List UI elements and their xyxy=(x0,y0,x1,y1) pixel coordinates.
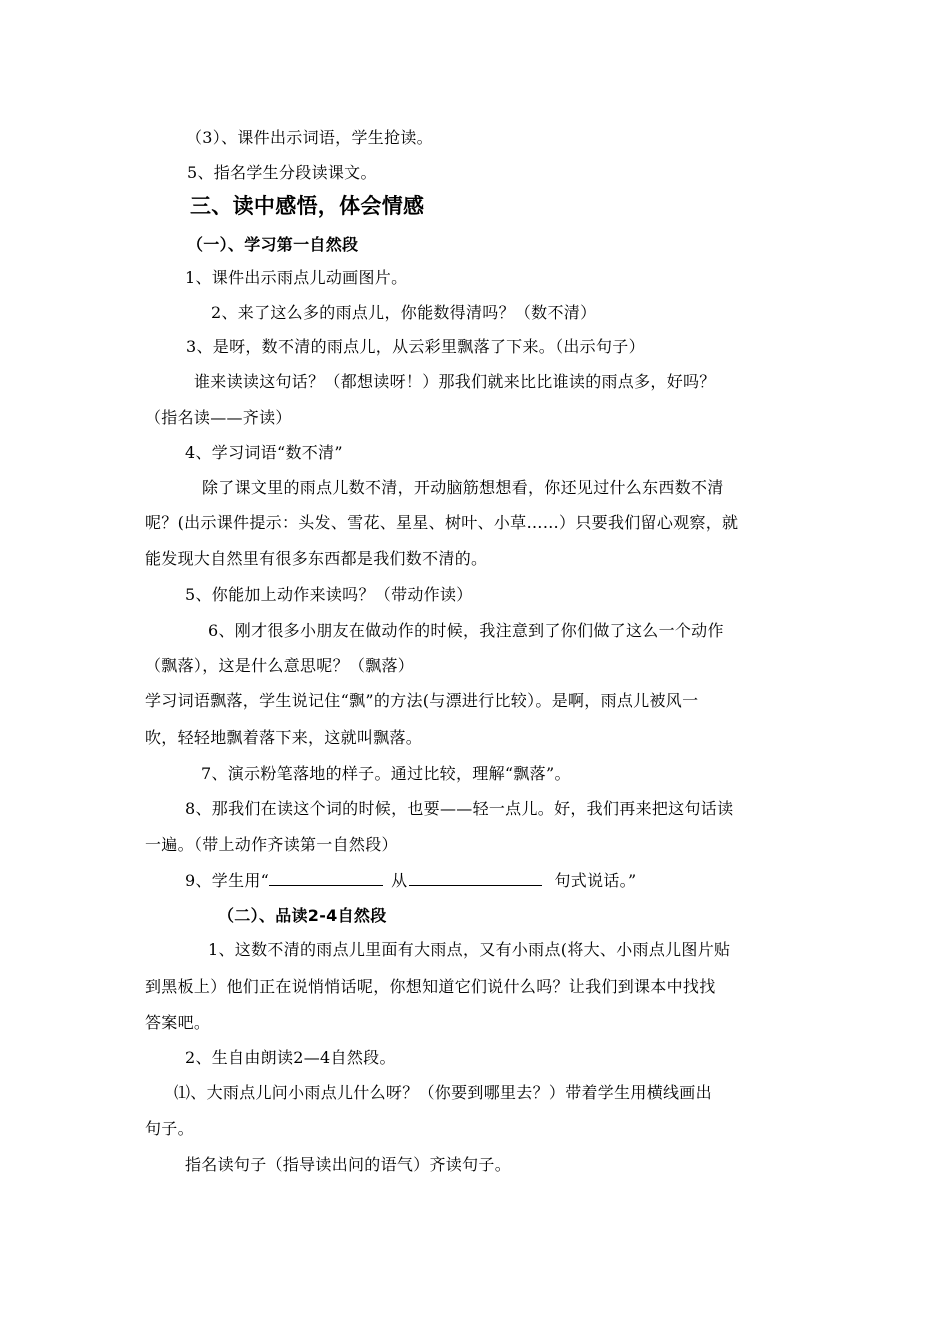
section-heading: 三、读中感悟，体会情感 xyxy=(190,194,425,218)
fill-in-prefix: 9、学生用“ xyxy=(185,871,270,890)
text-line: （指名读——齐读） xyxy=(145,408,292,427)
text-line: 指名读句子（指导读出问的语气）齐读句子。 xyxy=(185,1155,512,1174)
text-line: 吹，轻轻地飘着落下来，这就叫飘落。 xyxy=(145,728,423,747)
text-line: 2、来了这么多的雨点儿，你能数得清吗？（数不清） xyxy=(211,303,597,322)
subsection-heading: （二）、品读2-4自然段 xyxy=(218,906,387,925)
text-line: 3、是呀，数不清的雨点儿，从云彩里飘落了下来。（出示句子） xyxy=(186,337,645,356)
text-line: 除了课文里的雨点儿数不清，开动脑筋想想看，你还见过什么东西数不清 xyxy=(202,478,724,497)
text-line: 6、刚才很多小朋友在做动作的时候，我注意到了你们做了这么一个动作 xyxy=(208,621,724,640)
text-line: （飘落），这是什么意思呢？（飘落） xyxy=(145,656,415,675)
text-line: 句子。 xyxy=(145,1119,194,1138)
text-line: 一遍。（带上动作齐读第一自然段） xyxy=(145,835,398,854)
text-line: 5、指名学生分段读课文。 xyxy=(187,163,377,182)
text-line: 谁来读读这句话？（都想读呀！）那我们就来比比谁读的雨点多，好吗？ xyxy=(194,372,716,391)
text-line: 5、你能加上动作来读吗？（带动作读） xyxy=(185,585,473,604)
text-line: 2、生自由朗读2—4自然段。 xyxy=(185,1048,396,1067)
text-line: ⑴、大雨点儿问小雨点儿什么呀？（你要到哪里去？）带着学生用横线画出 xyxy=(174,1083,712,1102)
text-line: 学习词语飘落，学生说记住“飘”的方法(与漂进行比较）。是啊，雨点儿被风一 xyxy=(145,691,699,710)
subsection-heading: （一）、学习第一自然段 xyxy=(187,235,359,254)
blank-underline xyxy=(409,869,542,886)
text-line: 能发现大自然里有很多东西都是我们数不清的。 xyxy=(145,549,488,568)
text-line: 到黑板上）他们正在说悄悄话呢，你想知道它们说什么吗？让我们到课本中找找 xyxy=(145,977,716,996)
text-line: 1、课件出示雨点儿动画图片。 xyxy=(185,268,408,287)
text-line: 8、那我们在读这个词的时候，也要——轻一点儿。好，我们再来把这句话读 xyxy=(185,799,734,818)
fill-in-line xyxy=(185,869,636,892)
text-line: 4、学习词语“数不清” xyxy=(185,443,343,462)
blank-underline xyxy=(269,869,383,886)
text-line: 1、这数不清的雨点儿里面有大雨点，又有小雨点(将大、小雨点儿图片贴 xyxy=(208,940,731,959)
fill-in-suffix: 句式说话。” xyxy=(554,871,637,890)
fill-in-middle: 从 xyxy=(391,871,408,890)
text-line: 呢？(出示课件提示：头发、雪花、星星、树叶、小草……）只要我们留心观察，就 xyxy=(145,513,739,532)
text-line: 答案吧。 xyxy=(145,1013,211,1032)
text-line: 7、演示粉笔落地的样子。通过比较，理解“飘落”。 xyxy=(201,764,571,783)
text-line: （3）、课件出示词语，学生抢读。 xyxy=(186,128,433,147)
